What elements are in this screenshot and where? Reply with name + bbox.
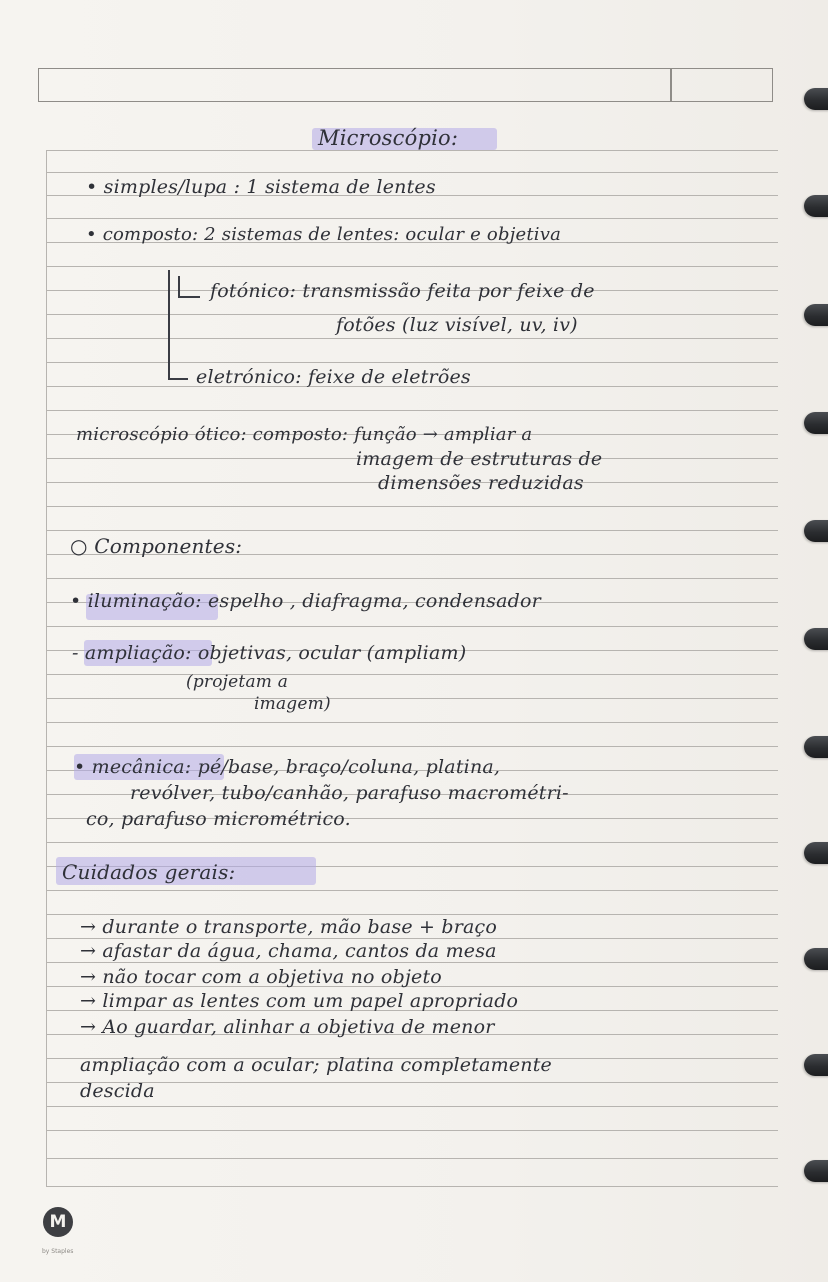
note-line: → limpar as lentes com um papel apropriado [80,990,519,1012]
ruled-line [46,1186,778,1187]
bracket-line [168,378,188,380]
ruled-line [46,938,778,939]
bracket-line [178,276,180,298]
binder-ring [804,1160,828,1182]
ruled-line [46,1158,778,1159]
ruled-line [46,1106,778,1107]
note-line: • composto: 2 sistemas de lentes: ocular e objetiva [86,224,562,245]
header-date-divider [670,68,672,102]
ruled-line [46,218,778,219]
binder-ring [804,304,828,326]
note-line: descida [80,1080,155,1102]
note-line: imagem de estruturas de [356,448,603,470]
binder-ring [804,520,828,542]
note-line: → durante o transporte, mão base + braço [80,916,498,938]
binder-ring [804,88,828,110]
bracket-line [178,296,200,298]
note-line: microscópio ótico: composto: função → ampliar a [76,424,533,445]
ruled-line [46,362,778,363]
ruled-line [46,674,778,675]
ruled-line [46,338,778,339]
ruled-line [46,578,778,579]
ruled-line [46,410,778,411]
ruled-line [46,890,778,891]
margin-line [46,150,47,1186]
ruled-line [46,1082,778,1083]
binder-ring [804,948,828,970]
ruled-line [46,530,778,531]
binder-ring [804,1054,828,1076]
header-box [38,68,773,102]
note-line: eletrónico: feixe de eletrões [196,366,471,388]
binder-ring [804,842,828,864]
note-line: - ampliação: objetivas, ocular (ampliam) [72,642,467,664]
note-line: → não tocar com a objetiva no objeto [80,966,442,988]
binder-ring [804,412,828,434]
note-line: • iluminação: espelho , diafragma, condensador [70,590,541,612]
binder-ring [804,195,828,217]
note-line: ampliação com a ocular; platina completamente [80,1054,552,1076]
ruled-line [46,746,778,747]
ruled-line [46,150,778,151]
binder-ring [804,628,828,650]
brand-text: by Staples [42,1248,74,1255]
note-line: → afastar da água, chama, cantos da mesa [80,940,497,962]
ruled-line [46,698,778,699]
note-line: → Ao guardar, alinhar a objetiva de menor [80,1016,495,1038]
note-line: (projetam a [186,672,289,692]
ruled-line [46,1130,778,1131]
section-heading: Cuidados gerais: [62,860,236,884]
note-line: fotónico: transmissão feita por feixe de [210,280,595,302]
note-line: dimensões reduzidas [378,472,584,494]
note-line: co, parafuso micrométrico. [86,808,351,830]
note-line: imagem) [254,694,331,714]
ruled-line [46,626,778,627]
page-title: Microscópio: [318,126,459,150]
ruled-line [46,722,778,723]
ruled-line [46,172,778,173]
note-line: • mecânica: pé/base, braço/coluna, platina, [74,756,501,778]
note-line: revólver, tubo/canhão, parafuso macrométri- [130,782,569,804]
section-heading: ○ Componentes: [70,534,243,558]
bracket-line [168,270,170,378]
binder-ring [804,736,828,758]
ruled-line [46,962,778,963]
ruled-line [46,266,778,267]
ruled-line [46,506,778,507]
note-line: fotões (luz visível, uv, iv) [336,314,578,336]
ruled-line [46,842,778,843]
brand-logo: M [43,1207,73,1237]
ruled-line [46,914,778,915]
note-line: • simples/lupa : 1 sistema de lentes [86,176,436,198]
